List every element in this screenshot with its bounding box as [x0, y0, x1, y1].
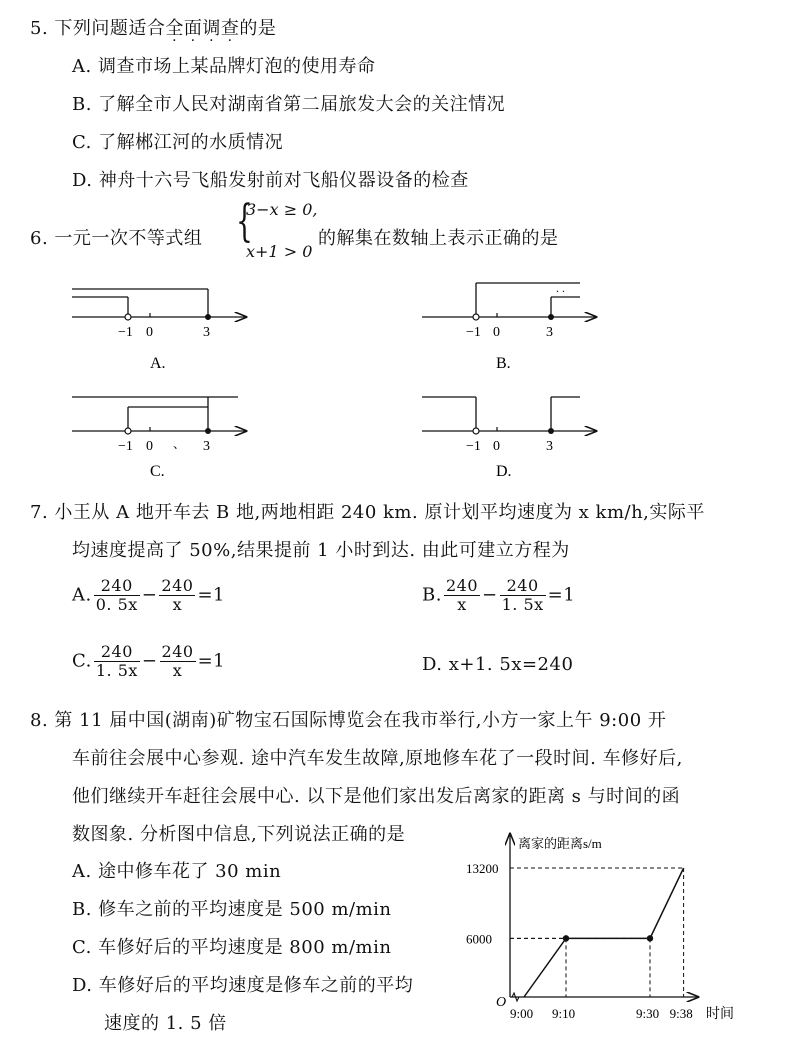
q7-b-frac-1 [444, 577, 480, 614]
q7-a-num-2: 240 [161, 576, 194, 595]
q6-a-tick-3: 3 [203, 325, 210, 340]
q6-b-tick-neg1: −1 [466, 325, 481, 340]
q6-b-stray-dots: . . [556, 281, 565, 295]
q8-x-tick-1: 9:10 [552, 1006, 576, 1021]
q7-b-label: B. [422, 584, 442, 606]
q8-origin-label: O [496, 995, 507, 1010]
q7-a-frac-1 [94, 577, 140, 614]
q5-option-b: B. 了解全市人民对湖南省第二届旅发大会的关注情况 [72, 94, 506, 115]
q7-c-frac-1 [94, 643, 140, 680]
q7-option-a [72, 577, 225, 614]
q5-stem-before: 5. 下列问题适合 [30, 18, 166, 39]
q6-c-tick-3: 3 [203, 439, 210, 454]
q6-b-tick-3: 3 [546, 325, 553, 340]
q8-stem-line-1: 8. 第 11 届中国(湖南)矿物宝石国际博览会在我市举行,小方一家上午 9:00 开 [30, 710, 667, 731]
q8-option-c: C. 车修好后的平均速度是 800 m/min [72, 937, 392, 958]
q5-emph-3: 调 [202, 18, 221, 39]
q6-c-stray-mark: 、 [173, 437, 186, 451]
q6-label-d: D. [496, 463, 512, 480]
q7-c-den-2: x [172, 661, 183, 680]
q6-c-tick-0: 0 [146, 439, 153, 454]
q7-stem-line-1: 7. 小王从 A 地开车去 B 地,两地相距 240 km. 原计划平均速度为 x km/h,实际平 [30, 502, 705, 523]
q6-label-a: A. [150, 355, 166, 372]
q8-point-2 [647, 935, 653, 941]
q7-b-den-2: 1. 5x [501, 595, 544, 614]
q6-label-c: C. [150, 463, 165, 480]
q7-a-den-1: 0. 5x [95, 595, 138, 614]
q7-b-frac-2 [500, 577, 546, 614]
q6-a-tick-0: 0 [146, 325, 153, 340]
q7-a-op: − [141, 584, 158, 606]
q7-c-frac-2 [160, 643, 196, 680]
q7-c-den-1: 1. 5x [95, 661, 138, 680]
q7-a-frac-2 [159, 577, 195, 614]
q7-a-label: A. [72, 584, 92, 606]
q6-number-line-c [72, 397, 246, 480]
q6-label-b: B. [496, 355, 511, 372]
q7-a-num-1: 240 [94, 577, 140, 596]
q7-c-rhs: =1 [197, 650, 226, 672]
q5-emph-2: 面 [183, 18, 203, 39]
q7-b-num-2: 240 [500, 577, 546, 596]
q6-number-line-a [72, 289, 246, 372]
q8-y-axis-label: 离家的距离s/m [518, 836, 602, 851]
q5-emph-1: 全 [165, 18, 184, 39]
q8-point-1 [563, 935, 569, 941]
q6-brace: { [236, 196, 253, 247]
q8-option-a: A. 途中修车花了 30 min [72, 861, 282, 882]
q7-c-num-2: 240 [161, 642, 194, 661]
q5-stem [30, 14, 276, 40]
q8-option-b: B. 修车之前的平均速度是 500 m/min [72, 899, 392, 920]
q7-b-rhs: =1 [547, 584, 576, 606]
q8-option-d: D. 车修好后的平均速度是修车之前的平均 [72, 975, 414, 996]
q7-option-c [72, 643, 225, 680]
q6-c-tick-neg1: −1 [118, 439, 133, 454]
q8-x-tick-0: 9:00 [510, 1006, 534, 1021]
q7-option-d: D. x+1. 5x=240 [422, 654, 574, 675]
q8-series-line [524, 868, 684, 997]
q5-option-a: A. 调查市场上某品牌灯泡的使用寿命 [72, 56, 376, 77]
q6-stem-suffix: 的解集在数轴上表示正确的是 [318, 228, 559, 249]
q8-stem-line-3: 他们继续开车赶往会展中心. 以下是他们家出发后离家的距离 s 与时间的函 [72, 786, 681, 807]
q8-distance-time-chart [460, 830, 760, 1035]
q7-option-b [422, 577, 575, 614]
q8-guide-lines [510, 868, 684, 997]
q6-number-line-d [422, 397, 596, 480]
q5-option-d: D. 神舟十六号飞船发射前对飞船仪器设备的检查 [72, 170, 469, 191]
q5-stem-after: 的是 [239, 18, 277, 39]
q6-number-line-b [422, 281, 596, 372]
q6-number-lines [0, 270, 794, 480]
q7-b-op: − [482, 584, 498, 606]
q7-c-label: C. [72, 650, 92, 672]
q8-x-tick-3: 9:38 [669, 1006, 693, 1021]
q8-y-tick-1: 13200 [466, 861, 499, 876]
q7-c-op: − [141, 650, 158, 672]
q8-stem-line-2: 车前往会展中心参观. 途中汽车发生故障,原地修车花了一段时间. 车修好后, [72, 748, 683, 769]
q7-c-num-1: 240 [94, 643, 140, 662]
q8-x-tick-2: 9:30 [636, 1006, 660, 1021]
q8-x-axis-label: 时间 [706, 1007, 734, 1022]
q6-d-tick-3: 3 [546, 439, 553, 454]
q8-y-tick-0: 6000 [466, 931, 492, 947]
q8-stem-line-4: 数图象. 分析图中信息,下列说法正确的是 [72, 824, 406, 845]
q6-inequality-1: 3−x ≥ 0, [246, 200, 318, 219]
q6-b-tick-0: 0 [493, 325, 500, 340]
q6-a-tick-neg1: −1 [118, 325, 133, 340]
q7-b-num-1: 240 [445, 576, 478, 595]
q6-d-tick-0: 0 [493, 439, 500, 454]
q5-emph-4: 查 [220, 18, 240, 39]
q5-option-c: C. 了解郴江河的水质情况 [72, 132, 284, 153]
q6-inequality-2: x+1 > 0 [246, 242, 313, 261]
q7-a-rhs: =1 [197, 584, 225, 606]
q7-a-den-2: x [172, 595, 183, 614]
q6-d-tick-neg1: −1 [466, 439, 481, 454]
q7-stem-line-2: 均速度提高了 50%,结果提前 1 小时到达. 由此可建立方程为 [72, 540, 570, 561]
q6-stem-prefix: 6. 一元一次不等式组 [30, 228, 203, 249]
q8-option-d-continued: 速度的 1. 5 倍 [104, 1013, 227, 1034]
q8-data-marks [524, 868, 684, 997]
q7-b-den-1: x [457, 595, 467, 614]
